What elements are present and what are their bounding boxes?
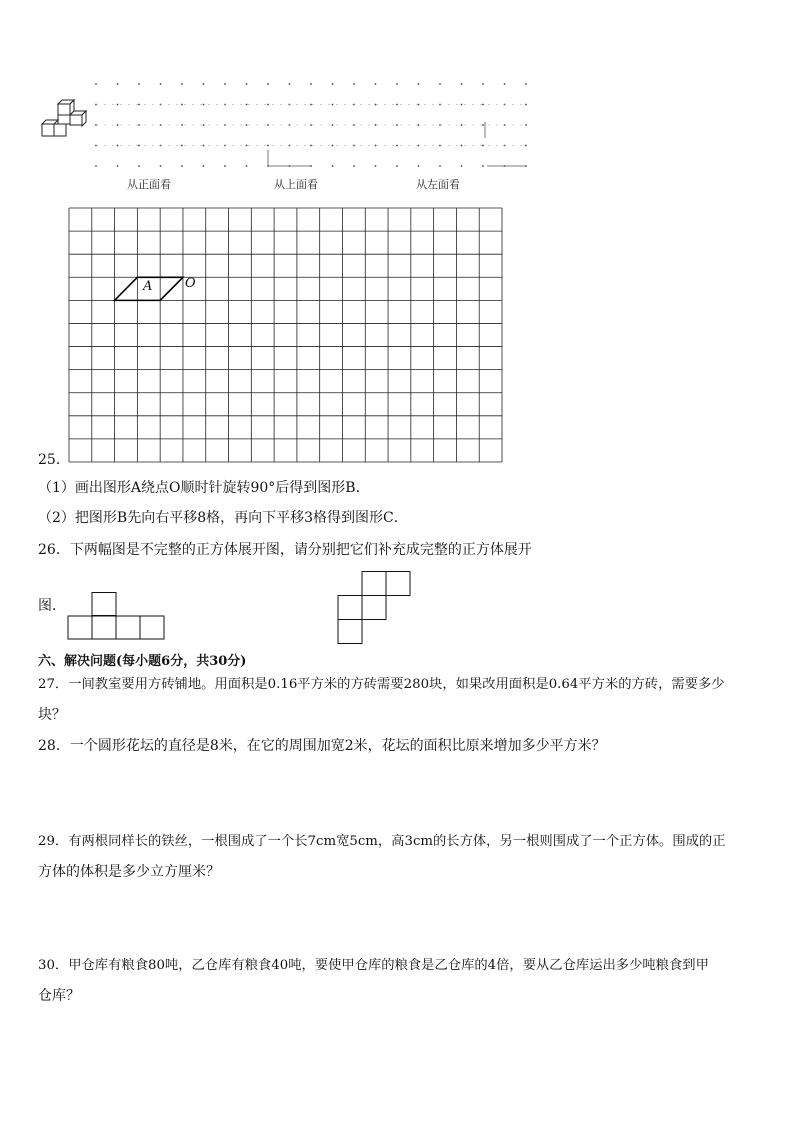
grid-dot (181, 165, 183, 167)
grid-dot (482, 124, 484, 126)
q25-number: 25． (38, 452, 70, 468)
grid-dot (439, 83, 441, 85)
left-view-label: 从左面看 (416, 178, 460, 191)
grid-dot (138, 104, 140, 106)
grid-dot (246, 145, 248, 147)
grid-dot (461, 83, 463, 85)
grid-dot (224, 165, 226, 167)
grid-dot (396, 165, 398, 167)
grid-dot (525, 83, 527, 85)
grid-dot (353, 83, 355, 85)
grid-dot (246, 83, 248, 85)
grid-dot (461, 104, 463, 106)
q28-line1: 28．一个圆形花坛的直径是8米，在它的周围加宽2米，花坛的面积比原来增加多少平方米？ (38, 738, 606, 754)
grid-dot (482, 145, 484, 147)
grid-dot (482, 104, 484, 106)
grid-dot (332, 165, 334, 167)
cube-net-1 (67, 592, 167, 642)
q30-line2: 仓库？ (38, 988, 80, 1004)
top-view-label: 从上面看 (274, 178, 318, 191)
grid-dot (332, 145, 334, 147)
grid-dot (396, 124, 398, 126)
q26-line1: 26．下两幅图是不完整的正方体展开图，请分别把它们补充成完整的正方体展开 (38, 542, 532, 558)
grid-dot (267, 145, 269, 147)
grid-dot (117, 83, 119, 85)
grid-dot (375, 83, 377, 85)
cube-stack-figure (38, 100, 98, 145)
grid-dot (117, 104, 119, 106)
grid-dot (160, 83, 162, 85)
grid-dot (138, 83, 140, 85)
grid-dot (138, 165, 140, 167)
grid-dot (203, 145, 205, 147)
front-view-label: 从正面看 (127, 178, 171, 191)
grid-dot (332, 124, 334, 126)
grid-dot (482, 165, 484, 167)
q26-line2: 图． (38, 598, 66, 614)
grid-dot (461, 124, 463, 126)
shape-a-label: A (143, 279, 153, 294)
grid-dot (396, 83, 398, 85)
q25-part1: （1）画出图形A绕点O顺时针旋转90°后得到图形B． (38, 480, 370, 496)
grid-dot (181, 124, 183, 126)
q30-line1: 30．甲仓库有粮食80吨，乙仓库有粮食40吨，要使甲仓库的粮食是乙仓库的4倍，要从乙仓库运出多少吨粮食到甲 (38, 958, 709, 973)
grid-dot (181, 145, 183, 147)
grid-dot (203, 165, 205, 167)
view-dot-grid (90, 80, 530, 170)
grid-dot (203, 83, 205, 85)
grid-dot (353, 165, 355, 167)
grid-dot (160, 165, 162, 167)
q27-line1: 27．一间教室要用方砖铺地。用面积是0.16平方米的方砖需要280块，如果改用面积是0.64平方米的方砖，需要多少 (38, 677, 725, 692)
grid-dot (396, 145, 398, 147)
grid-dot (396, 104, 398, 106)
grid-dot (138, 124, 140, 126)
grid-dot (246, 104, 248, 106)
grid-dot (267, 83, 269, 85)
grid-dot (310, 145, 312, 147)
grid-dot (289, 83, 291, 85)
grid-dot (439, 165, 441, 167)
grid-dot (267, 124, 269, 126)
q29-line2: 方体的体积是多少立方厘米？ (38, 864, 220, 880)
grid-dot (332, 104, 334, 106)
point-o-label: O (185, 276, 196, 291)
grid-dot (310, 83, 312, 85)
square-grid (68, 207, 503, 463)
grid-dot (203, 104, 205, 106)
grid-dot (95, 83, 97, 85)
grid-dot (332, 83, 334, 85)
q25-part2: （2）把图形B先向右平移8格，再向下平移3格得到图形C． (38, 510, 408, 526)
grid-dot (95, 165, 97, 167)
grid-dot (482, 83, 484, 85)
q29-line1: 29．有两根同样长的铁丝，一根围成了一个长7cm宽5cm，高3cm的长方体，另一根则围成了一个正方体。围成的正 (38, 834, 726, 849)
grid-dot (117, 145, 119, 147)
grid-dot (418, 83, 420, 85)
grid-dot (224, 83, 226, 85)
grid-dot (267, 104, 269, 106)
grid-dot (418, 165, 420, 167)
grid-dot (181, 104, 183, 106)
grid-dot (117, 124, 119, 126)
grid-dot (246, 124, 248, 126)
grid-dot (138, 145, 140, 147)
section-6-heading: 六、解决问题(每小题6分，共30分) (38, 654, 247, 669)
grid-dot (117, 165, 119, 167)
grid-dot (504, 83, 506, 85)
cube-net-2 (337, 571, 417, 646)
grid-dot (310, 124, 312, 126)
grid-dot (246, 165, 248, 167)
grid-dot (461, 165, 463, 167)
grid-dot (203, 124, 205, 126)
q27-line2: 块？ (38, 707, 66, 723)
grid-dot (181, 83, 183, 85)
grid-dot (310, 104, 312, 106)
grid-dot (375, 165, 377, 167)
grid-dot (461, 145, 463, 147)
